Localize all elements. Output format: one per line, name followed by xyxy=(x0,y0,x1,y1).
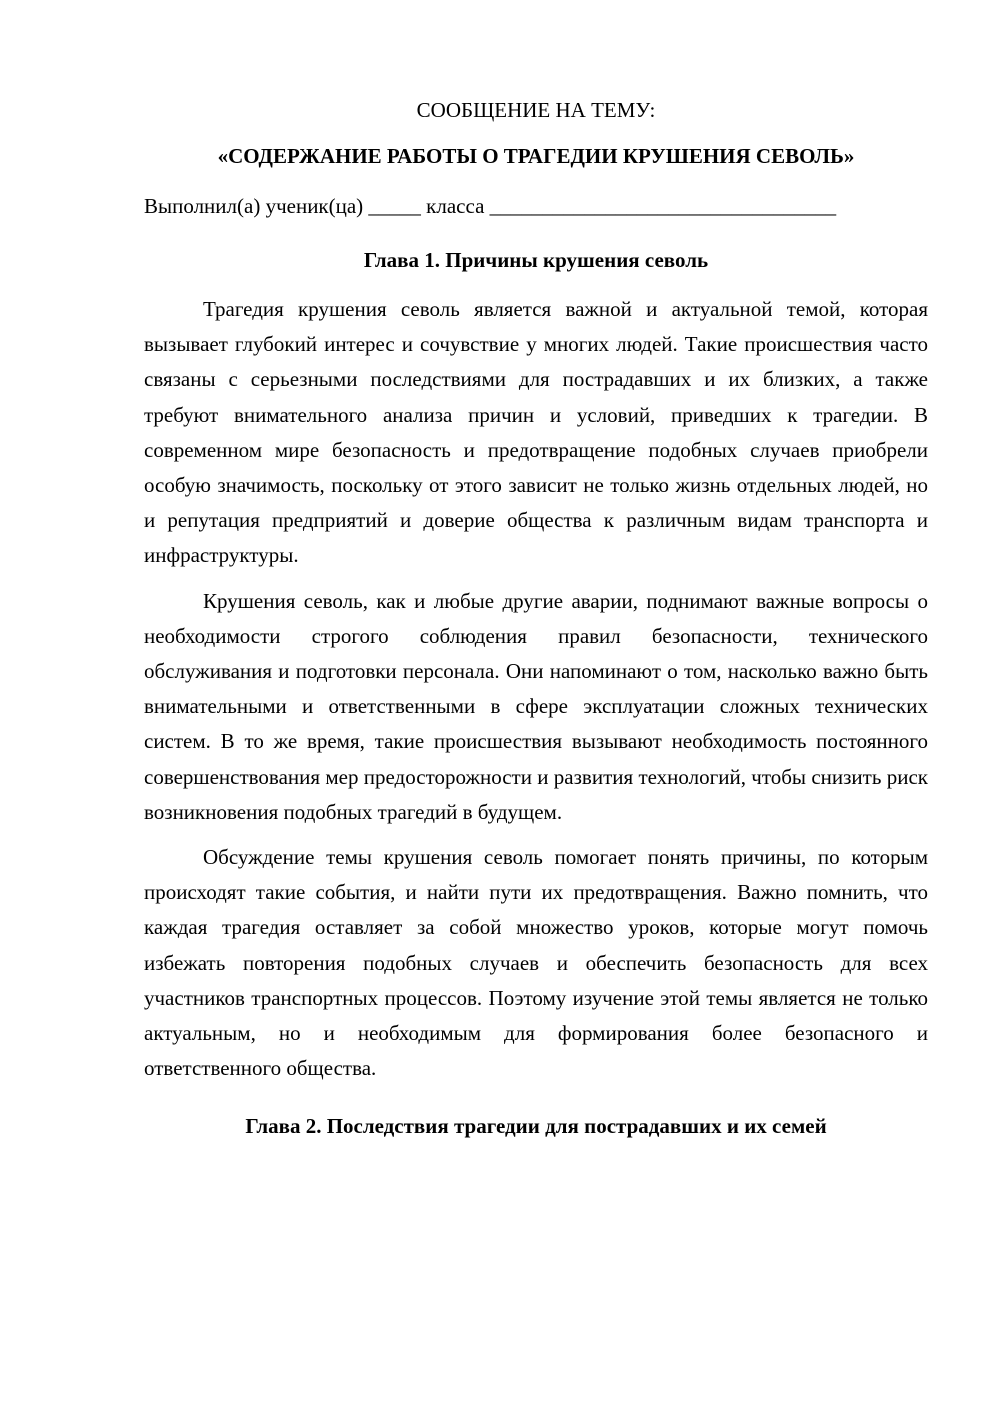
chapter-1-paragraph-2: Крушения севоль, как и любые другие аварии, поднимают важные вопросы о необходимости строгого соблюдения правил безопасности, технического обслуживания и подготовки персонала. Они напоминают о том, насколько важно быть внимательными и ответственными в сфере эксплуатации сложных технических систем. В то же время, такие происшествия вызывают необходимость постоянного совершенствования мер предосторожности и развития технологий, чтобы снизить риск возникновения подобных трагедий в будущем. xyxy=(144,588,928,824)
author-line: Выполнил(а) ученик(ца) _____ класса _________________________________ xyxy=(144,194,837,218)
document-content xyxy=(144,92,928,1144)
document-title: «СОДЕРЖАНИЕ РАБОТЫ О ТРАГЕДИИ КРУШЕНИЯ СЕВОЛЬ» xyxy=(217,144,855,168)
chapter-1-heading: Глава 1. Причины крушения севоль xyxy=(363,248,709,272)
chapter-1-paragraph-1: Трагедия крушения севоль является важной и актуальной темой, которая вызывает глубокий интерес и сочувствие у многих людей. Такие происшествия часто связаны с серьезными последствиями для пострадавших и их близких, а также требуют внимательного анализа причин и условий, приведших к трагедии. В современном мире безопасность и предотвращение подобных случаев приобрели особую значимость, поскольку от этого зависит не только жизнь отдельных людей, но и репутация предприятий и доверие общества к различным видам транспорта и инфраструктуры. xyxy=(144,297,928,568)
chapter-1-paragraph-3: Обсуждение темы крушения севоль помогает понять причины, по которым происходят такие события, и найти пути их предотвращения. Важно помнить, что каждая трагедия оставляет за собой множество уроков, которые могут помочь избежать повторения подобных случаев и обеспечить безопасность для всех участников транспортных процессов. Поэтому изучение этой темы является не только актуальным, но и необходимым для формирования более безопасного и ответственного общества. xyxy=(144,845,928,1081)
document-header-line: СООБЩЕНИЕ НА ТЕМУ: xyxy=(416,98,656,122)
chapter-2-heading: Глава 2. Последствия трагедии для пострадавших и их семей xyxy=(245,1114,827,1139)
